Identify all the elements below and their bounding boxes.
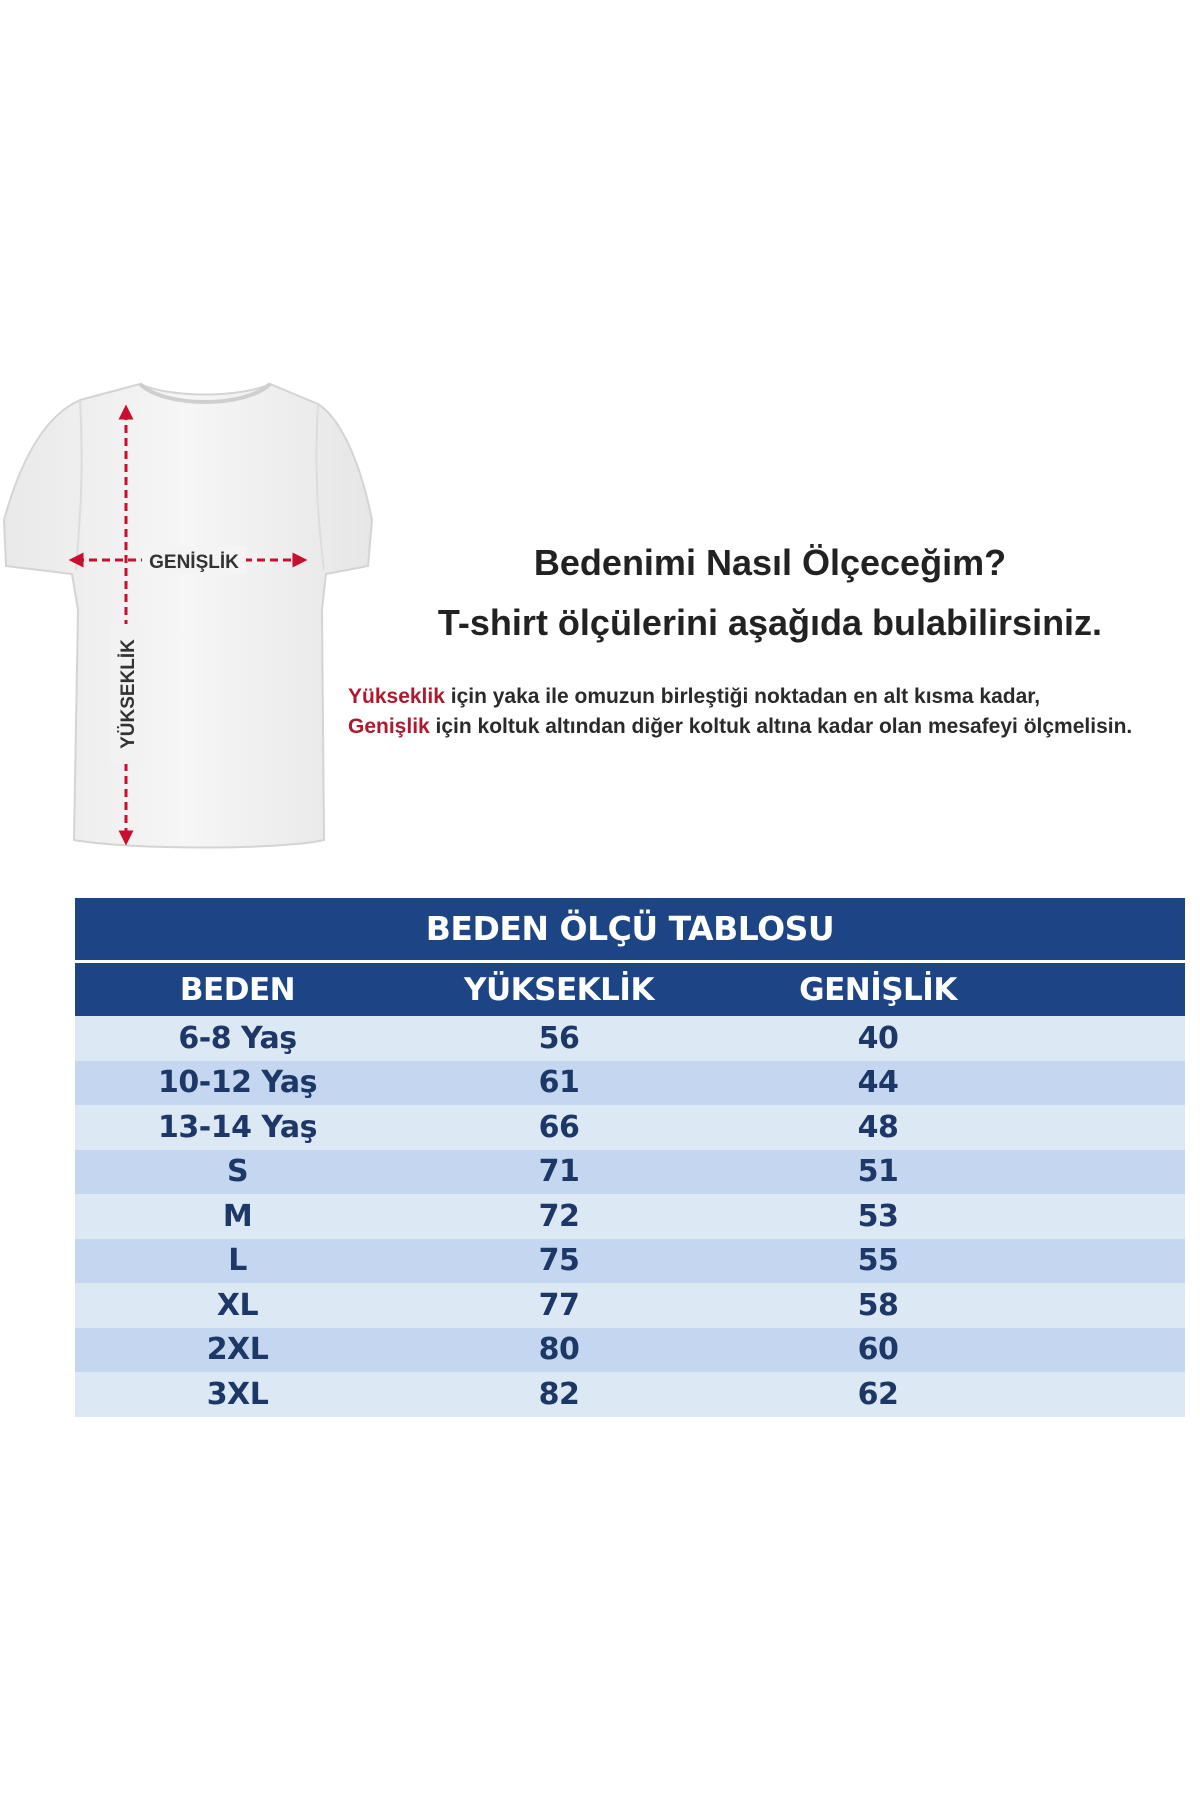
column-header-height: YÜKSEKLİK	[464, 971, 654, 1008]
width-cell: 53	[857, 1198, 899, 1234]
height-cell: 77	[538, 1287, 580, 1323]
column-header-size: BEDEN	[179, 971, 296, 1008]
table-row	[75, 1239, 1185, 1284]
width-cell: 44	[857, 1065, 899, 1101]
size-table	[75, 898, 1185, 1417]
height-explanation	[348, 682, 1200, 712]
table-row	[75, 1194, 1185, 1239]
measurement-explanation	[348, 682, 1200, 742]
size-cell: M	[222, 1198, 253, 1234]
height-label: YÜKSEKLİK	[118, 639, 139, 749]
height-cell: 80	[538, 1332, 580, 1368]
height-term: Yükseklik	[348, 685, 445, 708]
width-cell: 62	[857, 1376, 899, 1412]
width-cell: 58	[857, 1287, 899, 1323]
table-row	[75, 1372, 1185, 1417]
headline	[340, 533, 1200, 653]
size-table-title: BEDEN ÖLÇÜ TABLOSU	[75, 898, 1185, 963]
size-cell: 6-8 Yaş	[178, 1020, 297, 1056]
width-explanation	[348, 712, 1200, 742]
table-row	[75, 1283, 1185, 1328]
width-term: Genişlik	[348, 715, 430, 738]
tshirt-illustration	[0, 370, 380, 860]
size-cell: XL	[216, 1287, 259, 1323]
table-row	[75, 1150, 1185, 1195]
headline-question: Bedenimi Nasıl Ölçeceğim?	[533, 542, 1007, 583]
width-cell: 40	[857, 1020, 899, 1056]
height-cell: 72	[538, 1198, 580, 1234]
height-cell: 82	[538, 1376, 580, 1412]
size-cell: 2XL	[206, 1332, 269, 1368]
size-cell: 10-12 Yaş	[158, 1065, 317, 1101]
height-cell: 75	[538, 1243, 580, 1279]
table-row	[75, 1016, 1185, 1061]
size-table-header	[75, 963, 1185, 1016]
table-row	[75, 1061, 1185, 1106]
column-header-width: GENİŞLİK	[799, 971, 957, 1008]
height-explanation-text: için yaka ile omuzun birleştiği noktadan en alt kısma kadar,	[444, 685, 1041, 708]
height-cell: 61	[538, 1065, 580, 1101]
table-row	[75, 1105, 1185, 1150]
width-cell: 51	[857, 1154, 899, 1190]
table-row	[75, 1328, 1185, 1373]
width-explanation-text: için koltuk altından diğer koltuk altına kadar olan mesafeyi ölçmelisin.	[429, 715, 1133, 738]
size-cell: L	[228, 1243, 247, 1279]
height-cell: 71	[538, 1154, 580, 1190]
height-cell: 66	[538, 1109, 580, 1145]
tshirt-diagram	[0, 370, 380, 860]
width-cell: 60	[857, 1332, 899, 1368]
size-cell: 3XL	[206, 1376, 269, 1412]
size-cell: S	[226, 1154, 249, 1190]
height-cell: 56	[538, 1020, 580, 1056]
size-cell: 13-14 Yaş	[158, 1109, 317, 1145]
headline-subtitle: T-shirt ölçülerini aşağıda bulabilirsiniz.	[437, 602, 1103, 643]
width-label: GENİŞLİK	[149, 552, 239, 573]
width-cell: 48	[857, 1109, 899, 1145]
width-cell: 55	[857, 1243, 899, 1279]
